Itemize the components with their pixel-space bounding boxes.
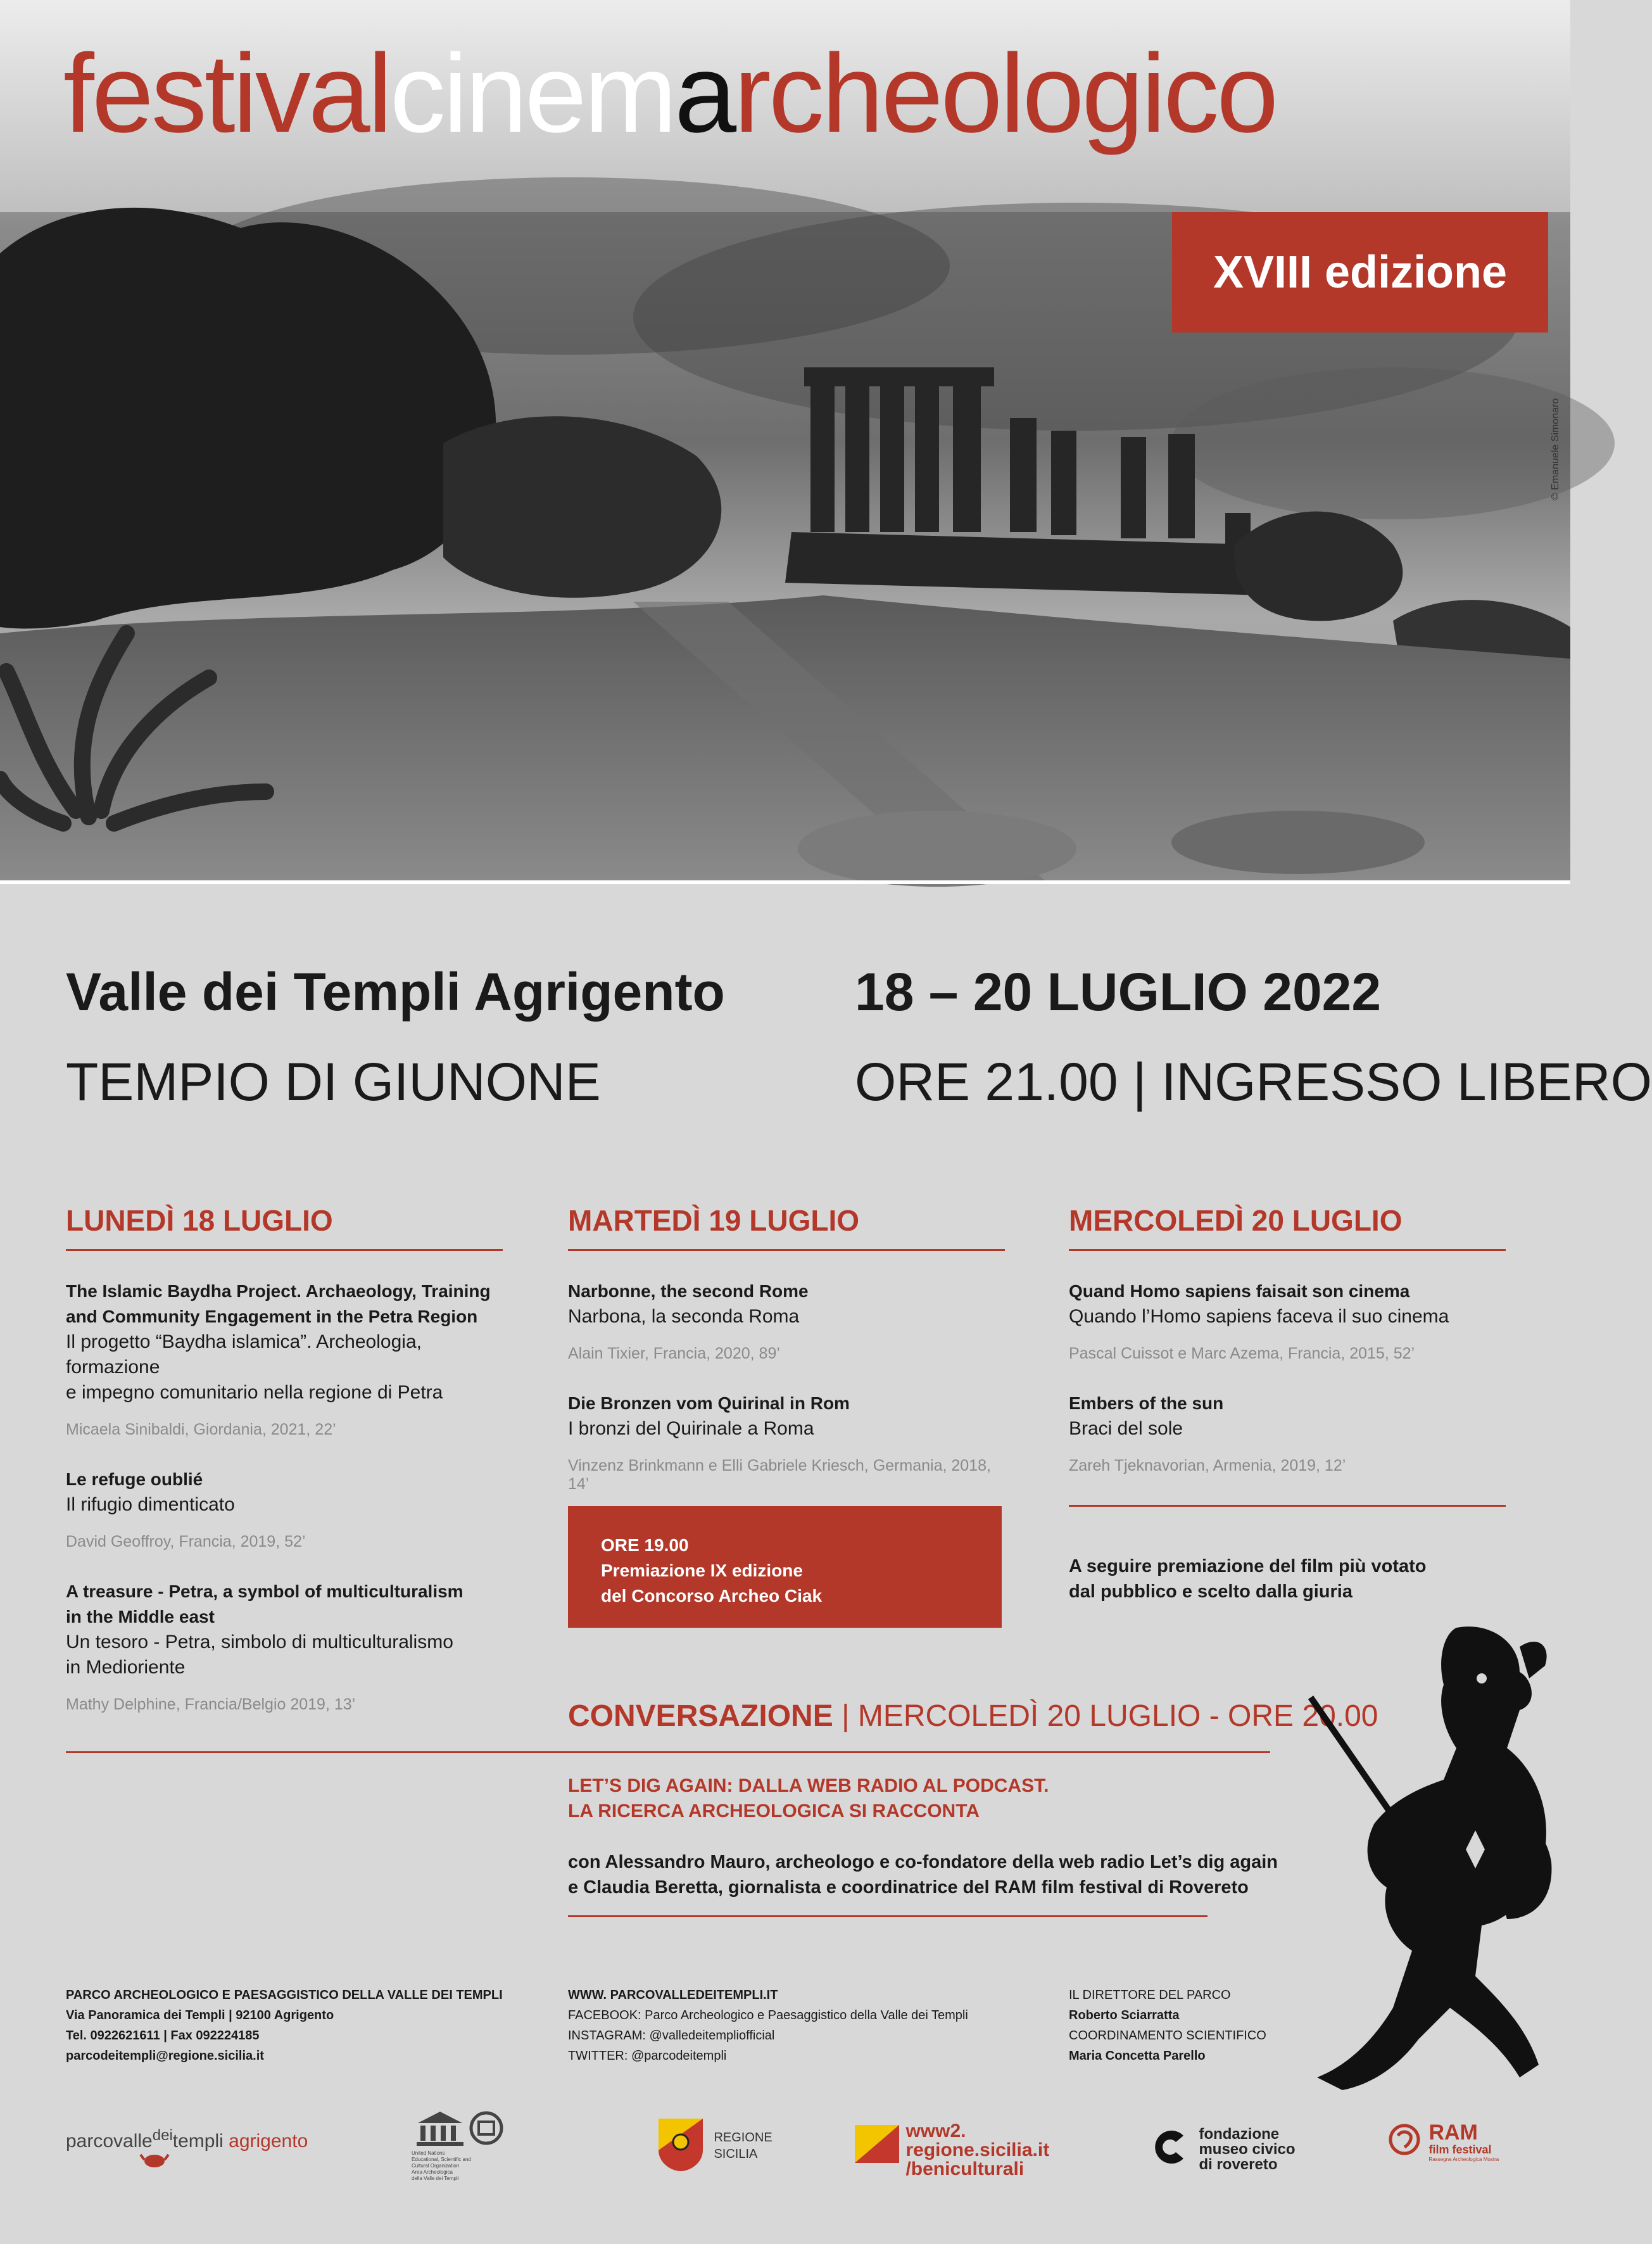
film-entry bbox=[66, 1467, 503, 1551]
title-a: a bbox=[674, 32, 735, 156]
crab-icon bbox=[136, 2151, 173, 2170]
film-credits: Mathy Delphine, Francia/Belgio 2019, 13’ bbox=[66, 1696, 356, 1713]
film-italian-title: Il rifugio dimenticato bbox=[66, 1494, 235, 1515]
film-credits: David Geoffroy, Francia, 2019, 52’ bbox=[66, 1533, 306, 1550]
event-dates: 18 – 20 LUGLIO 2022 bbox=[855, 962, 1382, 1022]
park-phone: Tel. 0922621611 | Fax 092224185 bbox=[66, 2029, 260, 2043]
edition-badge bbox=[1172, 212, 1548, 333]
conversation-label: CONVERSAZIONE bbox=[568, 1699, 833, 1733]
award-line: del Concorso Archeo Ciak bbox=[601, 1586, 823, 1606]
divider bbox=[0, 880, 1570, 884]
conversation-when: MERCOLEDÌ 20 LUGLIO - ORE 20.00 bbox=[857, 1699, 1378, 1733]
film-credits: Pascal Cuissot e Marc Azema, Francia, 2015, 52’ bbox=[1069, 1345, 1415, 1362]
film-entry bbox=[66, 1279, 503, 1439]
divider bbox=[66, 1751, 1270, 1753]
warrior-silhouette bbox=[1266, 1621, 1558, 2103]
unesco-temple-icon bbox=[412, 2109, 507, 2147]
director-name: Roberto Sciarratta bbox=[1069, 2008, 1180, 2022]
day-heading: MERCOLEDÌ 20 LUGLIO bbox=[1069, 1203, 1506, 1251]
beniculturali-logo: www2. regione.sicilia.it /beniculturali bbox=[855, 2122, 1049, 2179]
film-original-title: Le refuge oublié bbox=[66, 1469, 203, 1489]
film-italian-title: Il progetto “Baydha islamica”. Archeologia, formazione e impegno comunitario nella regione di Petra bbox=[66, 1331, 443, 1403]
venue-temple: TEMPIO DI GIUNONE bbox=[66, 1052, 601, 1112]
day-heading: MARTEDÌ 19 LUGLIO bbox=[568, 1203, 1005, 1251]
award-time: ORE 19.00 bbox=[601, 1535, 689, 1555]
film-entry bbox=[1069, 1279, 1506, 1363]
twitter-link[interactable]: TWITTER: @parcodeitempli bbox=[568, 2049, 727, 2063]
film-credits: Micaela Sinibaldi, Giordania, 2021, 22’ bbox=[66, 1421, 336, 1438]
instagram-link[interactable]: INSTAGRAM: @valledeitempliofficial bbox=[568, 2029, 775, 2043]
film-original-title: Die Bronzen vom Quirinal in Rom bbox=[568, 1393, 850, 1413]
award-line: Premiazione IX edizione bbox=[601, 1561, 803, 1580]
website-link[interactable]: WWW. PARCOVALLEDEITEMPLI.IT bbox=[568, 1988, 778, 2002]
divider bbox=[568, 1915, 1207, 1917]
fondazione-museo-logo: fondazione museo civico di rovereto bbox=[1149, 2127, 1296, 2172]
festival-title bbox=[63, 32, 1277, 156]
film-italian-title: Braci del sole bbox=[1069, 1418, 1183, 1439]
regione-sicilia-logo: REGIONE SICILIA bbox=[655, 2115, 772, 2172]
footer-web-info bbox=[568, 1985, 968, 2066]
divider bbox=[1069, 1505, 1506, 1507]
film-credits: Alain Tixier, Francia, 2020, 89’ bbox=[568, 1345, 780, 1362]
film-italian-title: Quando l’Homo sapiens faceva il suo cinema bbox=[1069, 1306, 1449, 1327]
coordination-name: Maria Concetta Parello bbox=[1069, 2049, 1206, 2063]
film-credits: Zareh Tjeknavorian, Armenia, 2019, 12’ bbox=[1069, 1457, 1346, 1474]
conversation-heading: CONVERSAZIONE | MERCOLEDÌ 20 LUGLIO - ORE 20.00 bbox=[568, 1699, 1378, 1733]
film-credits: Vinzenz Brinkmann e Elli Gabriele Kriesch, Germania, 2018, 14’ bbox=[568, 1457, 991, 1493]
conversation-description: con Alessandro Mauro, archeologo e co-fondatore della web radio Let’s dig again e Claudia Beretta, giornalista e coordinatrice del RAM film festival di Rovereto bbox=[568, 1852, 1278, 1898]
title-cinema: cinem bbox=[389, 32, 675, 156]
film-italian-title: I bronzi del Quirinale a Roma bbox=[568, 1418, 814, 1439]
facebook-link[interactable]: FACEBOOK: Parco Archeologico e Paesaggistico della Valle dei Templi bbox=[568, 2008, 968, 2022]
title-archeologico: rcheologico bbox=[734, 32, 1277, 156]
photo-credit: © Emanuele Simonaro bbox=[1550, 398, 1561, 500]
title-festival: festival bbox=[63, 32, 390, 156]
flag-icon bbox=[855, 2122, 899, 2166]
event-time: ORE 21.00 | INGRESSO LIBERO bbox=[855, 1052, 1652, 1112]
film-original-title: Quand Homo sapiens faisait son cinema bbox=[1069, 1281, 1410, 1301]
film-original-title: The Islamic Baydha Project. Archaeology, Training and Community Engagement in the Petra Region bbox=[66, 1281, 491, 1326]
conversation-title: LET’S DIG AGAIN: DALLA WEB RADIO AL PODCAST. LA RICERCA ARCHEOLOGICA SI RACCONTA bbox=[568, 1775, 1049, 1822]
day-heading: LUNEDÌ 18 LUGLIO bbox=[66, 1203, 503, 1251]
film-original-title: Narbonne, the second Rome bbox=[568, 1281, 809, 1301]
ram-emblem-icon bbox=[1387, 2122, 1422, 2157]
trinacria-icon bbox=[655, 2115, 706, 2172]
parco-valle-dei-templi-logo: parcovalle$^{dei}$templi agrigento bbox=[66, 2127, 308, 2152]
park-name: PARCO ARCHEOLOGICO E PAESAGGISTICO DELLA VALLE DEI TEMPLI bbox=[66, 1988, 503, 2002]
park-email[interactable]: parcodeitempli@regione.sicilia.it bbox=[66, 2049, 264, 2063]
film-original-title: A treasure - Petra, a symbol of multiculturalism in the Middle east bbox=[66, 1582, 463, 1626]
footer-staff-info bbox=[1069, 1985, 1266, 2066]
wednesday-note: A seguire premiazione del film più votato dal pubblico e scelto dalla giuria bbox=[1069, 1556, 1427, 1602]
day-column-wednesday bbox=[1069, 1203, 1506, 1503]
ram-film-festival-logo: RAM film festival Rassegna Archeologica Mostra bbox=[1387, 2122, 1499, 2164]
award-box bbox=[568, 1506, 1002, 1628]
park-address: Via Panoramica dei Templi | 92100 Agrigento bbox=[66, 2008, 334, 2022]
c-letter-icon bbox=[1149, 2127, 1190, 2167]
film-entry bbox=[568, 1391, 1005, 1493]
unesco-logo: United Nations Educational, Scientific and Cultural Organization Area Archeologica della Valle dei Templi bbox=[412, 2109, 513, 2182]
venue-place: Valle dei Templi Agrigento bbox=[66, 962, 725, 1022]
day-column-monday bbox=[66, 1203, 503, 1742]
film-entry bbox=[1069, 1391, 1506, 1475]
film-original-title: Embers of the sun bbox=[1069, 1393, 1224, 1413]
film-italian-title: Un tesoro - Petra, simbolo di multiculturalismo in Medioriente bbox=[66, 1632, 453, 1678]
logo-strip bbox=[0, 2096, 1570, 2223]
director-label: IL DIRETTORE DEL PARCO bbox=[1069, 1988, 1231, 2002]
day-column-tuesday bbox=[568, 1203, 1005, 1521]
footer-park-info bbox=[66, 1985, 503, 2066]
film-entry bbox=[568, 1279, 1005, 1363]
edition-label: XVIII edizione bbox=[1213, 247, 1508, 298]
film-italian-title: Narbona, la seconda Roma bbox=[568, 1306, 800, 1327]
coordination-label: COORDINAMENTO SCIENTIFICO bbox=[1069, 2029, 1266, 2043]
film-entry bbox=[66, 1579, 503, 1714]
www2-link[interactable]: www2. bbox=[905, 2120, 966, 2141]
